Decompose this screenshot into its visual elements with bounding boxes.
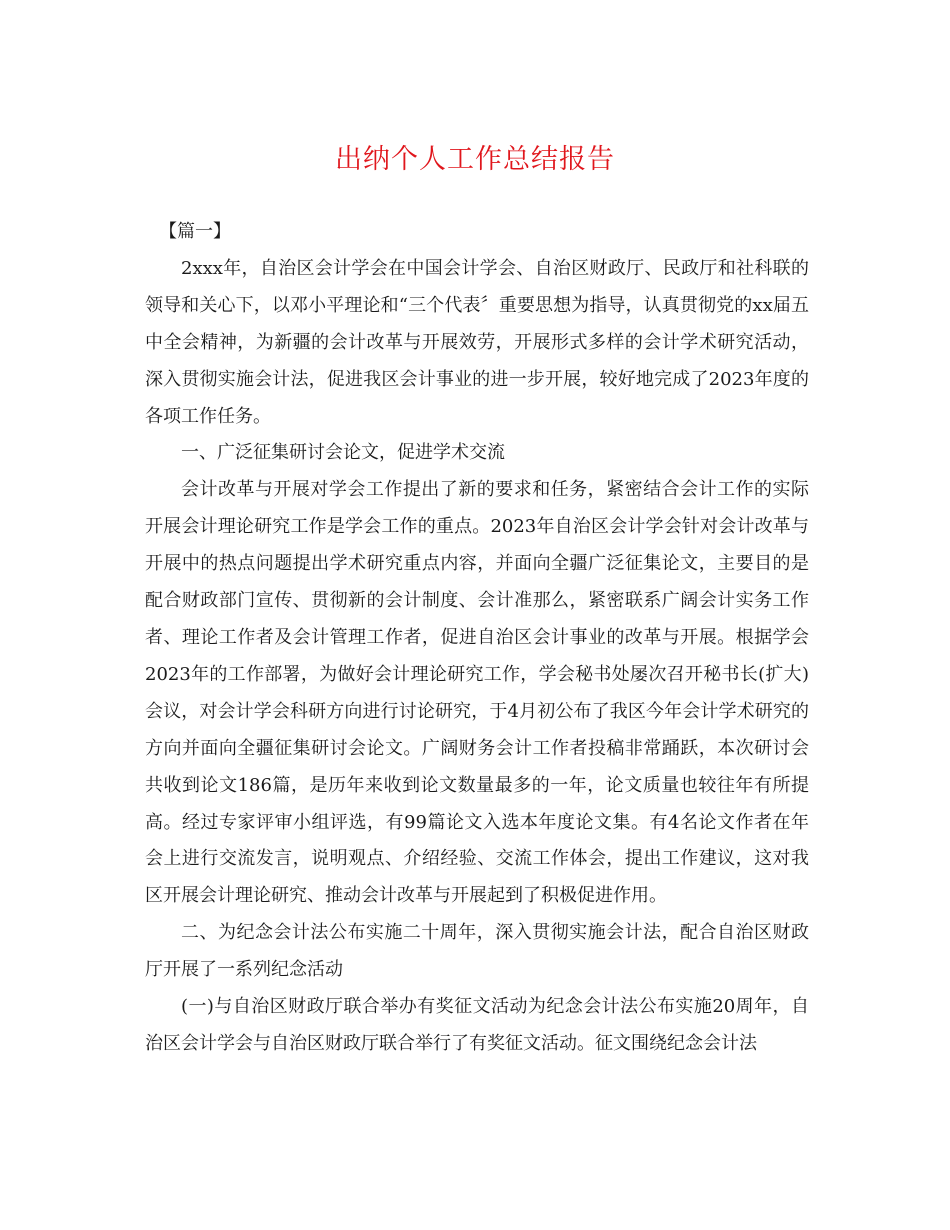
section-label: 【篇一】 bbox=[159, 221, 231, 242]
heading-section-1: 一、广泛征集研讨会论文，促进学术交流 bbox=[181, 442, 505, 464]
paragraph-section-1: 会计改革与开展对学会工作提出了新的要求和任务，紧密结合会计工作的实际开展会计理论研究工作是学会工作的重点。2023年自治区会计学会针对会计改革与开展中的热点问题提出学术研究重点内容，并面向全疆广泛征集论文，主要目的是配合财政部门宣传、贯彻新的会计制度、会计准那么，紧密联系广阔会计实务工作者、理论工作者及会计管理工作者，促进自治区会计事业的改革与开展。根据学会2023年的工作部署，为做好会计理论研究工作，学会秘书处屡次召开秘书长(扩大)会议，对会计学会科研方向进行讨论研究，于4月初公布了我区今年会计学术研究的方向并面向全疆征集研讨会论文。广阔财务会计工作者投稿非常踊跃，本次研讨会共收到论文186篇，是历年来收到论文数量最多的一年，论文质量也较往年有所提高。经过专家评审小组评选，有99篇论文入选本年度论文集。有4名论文作者在年会上进行交流发言，说明观点、介绍经验、交流工作体会，提出工作建议，这对我区开展会计理论研究、推动会计改革与开展起到了积极促进作用。 bbox=[145, 479, 809, 907]
paragraph-intro: 2xxx年，自治区会计学会在中国会计学会、自治区财政厅、民政厅和社科联的领导和关心下，以邓小平理论和“三个代表〞重要思想为指导，认真贯彻党的xx届五中全会精神，为新疆的会计改革与开展效劳，开展形式多样的会计学术研究活动，深入贯彻实施会计法，促进我区会计事业的进一步开展，较好地完成了2023年度的各项工作任务。 bbox=[145, 257, 809, 427]
document-body bbox=[145, 214, 809, 1063]
heading-section-2: 二、为纪念会计法公布实施二十周年，深入贯彻实施会计法，配合自治区财政厅开展了一系列纪念活动 bbox=[145, 922, 809, 981]
paragraph-section-2-1: (一)与自治区财政厅联合举办有奖征文活动为纪念会计法公布实施20周年，自治区会计学会与自治区财政厅联合举行了有奖征文活动。征文围绕纪念会计法 bbox=[145, 996, 809, 1054]
document-title: 出纳个人工作总结报告 bbox=[335, 144, 615, 175]
